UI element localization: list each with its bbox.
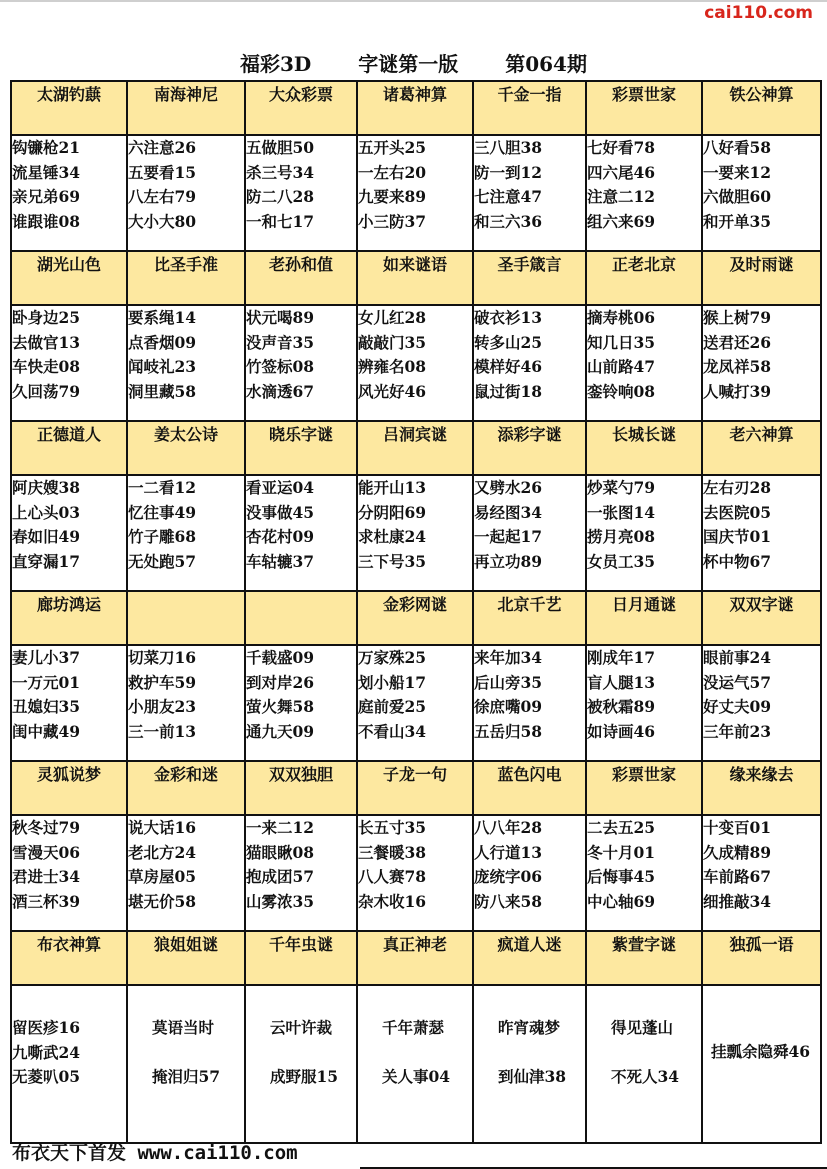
riddle-cell xyxy=(127,815,245,931)
riddle-line: 一张图14 xyxy=(587,502,656,522)
riddle-line: 竹签标08 xyxy=(246,357,315,377)
riddle-line: 挂瓢余隐舜46 xyxy=(711,1042,811,1061)
riddle-row xyxy=(11,815,821,931)
riddle-line: 好丈夫09 xyxy=(703,697,772,717)
riddle-cell xyxy=(127,305,245,421)
column-heading: 千金一指 xyxy=(473,81,586,135)
riddle-line: 细推敲34 xyxy=(703,892,772,912)
riddle-cell xyxy=(127,645,245,761)
riddle-line: 无处跑57 xyxy=(128,552,197,572)
riddle-cell xyxy=(245,985,357,1143)
riddle-line: 能开山13 xyxy=(358,478,427,497)
riddle-cell xyxy=(11,135,127,251)
riddle-line: 洞里藏58 xyxy=(128,382,197,402)
riddle-line: 老北方24 xyxy=(128,842,197,862)
riddle-line: 点香烟09 xyxy=(128,332,197,352)
riddle-line: 千年萧瑟 xyxy=(382,1018,445,1037)
riddle-line: 易经图34 xyxy=(474,502,543,522)
riddle-line: 闻岐礼23 xyxy=(128,357,197,377)
riddle-line: 八好看58 xyxy=(703,138,772,157)
riddle-cell xyxy=(11,305,127,421)
riddle-line: 又劈水26 xyxy=(474,478,543,497)
riddle-line: 龙凤祥58 xyxy=(703,357,772,377)
column-heading: 南海神尼 xyxy=(127,81,245,135)
column-heading: 日月通谜 xyxy=(586,591,702,645)
riddle-line: 猴上树79 xyxy=(703,308,772,327)
column-heading: 双双独胆 xyxy=(245,761,357,815)
page-title xyxy=(0,48,827,77)
riddle-cell xyxy=(702,305,821,421)
title-lottery: 福彩3D xyxy=(240,52,312,76)
riddle-line: 杏花村09 xyxy=(246,527,315,547)
riddle-line: 人喊打39 xyxy=(703,382,772,402)
riddle-line: 八八年28 xyxy=(474,818,543,837)
riddle-line: 水滴透67 xyxy=(246,382,315,402)
riddle-line: 成野服15 xyxy=(270,1067,339,1086)
column-heading: 布衣神算 xyxy=(11,931,127,985)
riddle-line: 得见蓬山 xyxy=(611,1018,674,1037)
column-heading: 圣手箴言 xyxy=(473,251,586,305)
riddle-line: 掩泪归57 xyxy=(152,1067,221,1086)
riddle-line: 关人事04 xyxy=(382,1067,451,1086)
riddle-line: 妻儿小37 xyxy=(12,648,81,667)
riddle-line: 送君还26 xyxy=(703,332,772,352)
riddle-line: 一二看12 xyxy=(128,478,197,497)
column-heading: 千年虫谜 xyxy=(245,931,357,985)
riddle-cell xyxy=(357,645,473,761)
riddle-line: 通九天09 xyxy=(246,722,315,742)
title-issue: 第064期 xyxy=(505,52,587,76)
riddle-cell xyxy=(473,815,586,931)
riddle-cell xyxy=(11,645,127,761)
riddle-cell xyxy=(473,645,586,761)
title-edition: 字谜第一版 xyxy=(358,52,459,76)
riddle-line: 车快走08 xyxy=(12,357,81,377)
riddle-cell xyxy=(245,645,357,761)
riddle-line: 堪无价58 xyxy=(128,892,197,912)
riddle-line: 四六尾46 xyxy=(587,162,656,182)
column-heading: 老孙和值 xyxy=(245,251,357,305)
riddle-line: 后悔事45 xyxy=(587,867,656,887)
riddle-line: 五开头25 xyxy=(358,138,427,157)
riddle-line: 去做官13 xyxy=(12,332,81,352)
riddle-line: 秋冬过79 xyxy=(12,818,81,837)
riddle-cell xyxy=(357,815,473,931)
riddle-cell xyxy=(702,475,821,591)
riddle-line: 破衣衫13 xyxy=(474,308,543,327)
column-heading: 铁公神算 xyxy=(702,81,821,135)
riddle-line: 杯中物67 xyxy=(703,552,772,572)
column-heading: 疯道人迷 xyxy=(473,931,586,985)
column-heading: 老六神算 xyxy=(702,421,821,475)
column-heading: 湖光山色 xyxy=(11,251,127,305)
riddle-line: 小朋友23 xyxy=(128,697,197,717)
riddle-line: 来年加34 xyxy=(474,648,543,667)
riddle-line: 不看山34 xyxy=(358,722,427,742)
riddle-line: 求杜康24 xyxy=(358,527,427,547)
riddle-line: 亲兄弟69 xyxy=(12,187,81,207)
riddle-line: 后山旁35 xyxy=(474,672,543,692)
riddle-line: 三一前13 xyxy=(128,722,197,742)
riddle-line: 杂木收16 xyxy=(358,892,427,912)
riddle-line: 大小大80 xyxy=(128,212,197,232)
riddle-cell xyxy=(586,985,702,1143)
top-border-line xyxy=(0,0,827,2)
riddle-line: 竹子雕68 xyxy=(128,527,197,547)
riddle-cell xyxy=(245,475,357,591)
riddle-line: 流星锤34 xyxy=(12,162,81,182)
riddle-line: 留医疹16 xyxy=(12,1018,81,1037)
riddle-line: 刚成年17 xyxy=(587,648,656,667)
riddle-line: 分阴阳69 xyxy=(358,502,427,522)
column-heading: 彩票世家 xyxy=(586,81,702,135)
riddle-line: 没声音35 xyxy=(246,332,315,352)
riddle-line: 国庆节01 xyxy=(703,527,772,547)
riddle-line: 盲人腿13 xyxy=(587,672,656,692)
riddle-line: 徐庶嘴09 xyxy=(474,697,543,717)
riddle-line: 和三六36 xyxy=(474,212,543,232)
riddle-line: 丑媳妇35 xyxy=(12,697,81,717)
riddle-line: 久回荡79 xyxy=(12,382,81,402)
riddle-line: 到对岸26 xyxy=(246,672,315,692)
column-heading: 狼姐姐谜 xyxy=(127,931,245,985)
riddle-line: 敲敲门35 xyxy=(358,332,427,352)
riddle-line: 酒三杯39 xyxy=(12,892,81,912)
riddle-line: 春如旧49 xyxy=(12,527,81,547)
riddle-line: 三餐暖38 xyxy=(358,842,427,862)
riddle-line: 六做胆60 xyxy=(703,187,772,207)
riddle-line: 六注意26 xyxy=(128,138,197,157)
site-logo[interactable]: cai110.com xyxy=(704,3,813,23)
riddle-line: 风光好46 xyxy=(358,382,427,402)
riddle-line: 三年前23 xyxy=(703,722,772,742)
riddle-line: 八人赛78 xyxy=(358,867,427,887)
column-heading: 彩票世家 xyxy=(586,761,702,815)
riddle-line: 没事做45 xyxy=(246,502,315,522)
riddle-cell xyxy=(11,815,127,931)
riddle-line: 二去五25 xyxy=(587,818,656,837)
riddle-line: 一万元01 xyxy=(12,672,81,692)
column-heading: 姜太公诗 xyxy=(127,421,245,475)
riddle-line: 一起起17 xyxy=(474,527,543,547)
riddle-cell xyxy=(586,815,702,931)
riddle-cell xyxy=(702,815,821,931)
riddle-table xyxy=(10,80,822,1144)
riddle-line: 山雾浓35 xyxy=(246,892,315,912)
column-heading: 诸葛神算 xyxy=(357,81,473,135)
riddle-line: 闺中藏49 xyxy=(12,722,81,742)
riddle-line: 长五寸35 xyxy=(358,818,427,837)
riddle-line: 一和七17 xyxy=(246,212,315,232)
riddle-cell xyxy=(586,305,702,421)
column-heading: 金彩网谜 xyxy=(357,591,473,645)
riddle-line: 救护车59 xyxy=(128,672,197,692)
riddle-cell xyxy=(702,135,821,251)
riddle-line: 千载盛09 xyxy=(246,648,315,667)
riddle-line: 防八来58 xyxy=(474,892,543,912)
riddle-line: 状元喝89 xyxy=(246,308,315,327)
riddle-cell xyxy=(127,475,245,591)
header-row xyxy=(11,81,821,135)
riddle-row xyxy=(11,985,821,1143)
riddle-line: 一要来12 xyxy=(703,162,772,182)
riddle-line: 注意二12 xyxy=(587,187,656,207)
riddle-cell xyxy=(473,475,586,591)
riddle-cell xyxy=(357,135,473,251)
riddle-line: 三下号35 xyxy=(358,552,427,572)
riddle-line: 五岳归58 xyxy=(474,722,543,742)
riddle-line: 忆往事49 xyxy=(128,502,197,522)
riddle-line: 卧身边25 xyxy=(12,308,81,327)
column-heading: 太湖钓蕻 xyxy=(11,81,127,135)
column-heading: 真正神老 xyxy=(357,931,473,985)
riddle-cell xyxy=(127,135,245,251)
header-row xyxy=(11,421,821,475)
riddle-line: 八左右79 xyxy=(128,187,197,207)
riddle-line: 杀三号34 xyxy=(246,162,315,182)
riddle-line: 钩镰枪21 xyxy=(12,138,81,157)
column-heading xyxy=(127,591,245,645)
riddle-line: 上心头03 xyxy=(12,502,81,522)
riddle-cell xyxy=(245,135,357,251)
riddle-cell xyxy=(473,305,586,421)
riddle-line: 到仙津38 xyxy=(498,1067,567,1086)
column-heading: 添彩字谜 xyxy=(473,421,586,475)
riddle-line: 莫语当时 xyxy=(152,1018,215,1037)
riddle-line: 小三防37 xyxy=(358,212,427,232)
riddle-row xyxy=(11,305,821,421)
riddle-cell xyxy=(11,985,127,1143)
column-heading: 金彩和迷 xyxy=(127,761,245,815)
riddle-cell xyxy=(127,985,245,1143)
riddle-line: 鼠过街18 xyxy=(474,382,543,402)
riddle-line: 和开单35 xyxy=(703,212,772,232)
riddle-cell xyxy=(357,305,473,421)
riddle-cell xyxy=(586,645,702,761)
riddle-line: 辨雍名08 xyxy=(358,357,427,377)
riddle-line: 车前路67 xyxy=(703,867,772,887)
riddle-line: 久成精89 xyxy=(703,842,772,862)
riddle-cell xyxy=(473,985,586,1143)
riddle-line: 捞月亮08 xyxy=(587,527,656,547)
riddle-row xyxy=(11,135,821,251)
riddle-line: 阿庆嫂38 xyxy=(12,478,81,497)
column-heading: 北京千艺 xyxy=(473,591,586,645)
riddle-line: 銮铃响08 xyxy=(587,382,656,402)
riddle-line: 人行道13 xyxy=(474,842,543,862)
column-heading: 晓乐字谜 xyxy=(245,421,357,475)
riddle-cell xyxy=(357,475,473,591)
riddle-line: 说大话16 xyxy=(128,818,197,837)
riddle-line: 知几日35 xyxy=(587,332,656,352)
riddle-line: 组六来69 xyxy=(587,212,656,232)
riddle-line: 猫眼瞅08 xyxy=(246,842,315,862)
column-heading: 紫萱字谜 xyxy=(586,931,702,985)
footer-source: 布衣天下首发 www.cai110.com xyxy=(12,1142,298,1164)
header-row xyxy=(11,251,821,305)
riddle-row xyxy=(11,475,821,591)
riddle-cell xyxy=(357,985,473,1143)
riddle-cell xyxy=(702,645,821,761)
riddle-line: 被秋霜89 xyxy=(587,697,656,717)
riddle-line: 没运气57 xyxy=(703,672,772,692)
riddle-line: 眼前事24 xyxy=(703,648,772,667)
riddle-line: 万家殊25 xyxy=(358,648,427,667)
column-heading: 廊坊鸿运 xyxy=(11,591,127,645)
riddle-line: 女员工35 xyxy=(587,552,656,572)
column-heading: 如来谜语 xyxy=(357,251,473,305)
riddle-line: 去医院05 xyxy=(703,502,772,522)
riddle-line: 五做胆50 xyxy=(246,138,315,157)
riddle-line: 七注意47 xyxy=(474,187,543,207)
column-heading: 灵狐说梦 xyxy=(11,761,127,815)
riddle-line: 切菜刀16 xyxy=(128,648,197,667)
riddle-cell xyxy=(11,475,127,591)
riddle-line: 再立功89 xyxy=(474,552,543,572)
column-heading: 正德道人 xyxy=(11,421,127,475)
column-heading: 及时雨谜 xyxy=(702,251,821,305)
header-row xyxy=(11,591,821,645)
riddle-cell xyxy=(473,135,586,251)
riddle-line: 五要看15 xyxy=(128,162,197,182)
column-heading: 缘来缘去 xyxy=(702,761,821,815)
riddle-line: 摘寿桃06 xyxy=(587,308,656,327)
riddle-line: 划小船17 xyxy=(358,672,427,692)
riddle-line: 十变百01 xyxy=(703,818,772,837)
riddle-line: 直穿漏17 xyxy=(12,552,81,572)
riddle-line: 雪漫天06 xyxy=(12,842,81,862)
column-heading: 子龙一句 xyxy=(357,761,473,815)
riddle-row xyxy=(11,645,821,761)
riddle-line: 如诗画46 xyxy=(587,722,656,742)
riddle-line: 左右刃28 xyxy=(703,478,772,497)
riddle-line: 君进士34 xyxy=(12,867,81,887)
riddle-line: 无菱叭05 xyxy=(12,1067,81,1087)
riddle-line: 车轱辘37 xyxy=(246,552,315,572)
riddle-cell xyxy=(586,135,702,251)
riddle-line: 要系绳14 xyxy=(128,308,197,327)
riddle-line: 庭前爱25 xyxy=(358,697,427,717)
riddle-line: 中心轴69 xyxy=(587,892,656,912)
riddle-line: 女儿红28 xyxy=(358,308,427,327)
riddle-cell xyxy=(586,475,702,591)
column-heading: 双双字谜 xyxy=(702,591,821,645)
riddle-line: 防二八28 xyxy=(246,187,315,207)
riddle-cell xyxy=(245,815,357,931)
column-heading: 正老北京 xyxy=(586,251,702,305)
riddle-line: 庞统字06 xyxy=(474,867,543,887)
column-heading: 吕洞宾谜 xyxy=(357,421,473,475)
riddle-line: 抱成团57 xyxy=(246,867,315,887)
riddle-line: 萤火舞58 xyxy=(246,697,315,717)
riddle-line: 昨宵魂梦 xyxy=(498,1018,561,1037)
riddle-line: 云叶许裁 xyxy=(270,1018,333,1037)
riddle-line: 草房屋05 xyxy=(128,867,197,887)
column-heading: 独孤一语 xyxy=(702,931,821,985)
riddle-cell xyxy=(245,305,357,421)
riddle-line: 防一到12 xyxy=(474,162,543,182)
riddle-line: 九要来89 xyxy=(358,187,427,207)
column-heading: 大众彩票 xyxy=(245,81,357,135)
riddle-cell xyxy=(702,985,821,1143)
column-heading: 长城长谜 xyxy=(586,421,702,475)
riddle-line: 模样好46 xyxy=(474,357,543,377)
column-heading: 蓝色闪电 xyxy=(473,761,586,815)
riddle-line: 九嘶武24 xyxy=(12,1042,81,1062)
column-heading xyxy=(245,591,357,645)
riddle-line: 冬十月01 xyxy=(587,842,656,862)
header-row xyxy=(11,931,821,985)
header-row xyxy=(11,761,821,815)
riddle-line: 炒菜勺79 xyxy=(587,478,656,497)
riddle-line: 转多山25 xyxy=(474,332,543,352)
riddle-line: 三八胆38 xyxy=(474,138,543,157)
riddle-line: 谁跟谁08 xyxy=(12,212,81,232)
riddle-line: 一左右20 xyxy=(358,162,427,182)
riddle-line: 山前路47 xyxy=(587,357,656,377)
riddle-line: 不死人34 xyxy=(611,1067,680,1086)
riddle-line: 看亚运04 xyxy=(246,478,315,497)
riddle-line: 一来二12 xyxy=(246,818,315,837)
riddle-line: 七好看78 xyxy=(587,138,656,157)
column-heading: 比圣手准 xyxy=(127,251,245,305)
